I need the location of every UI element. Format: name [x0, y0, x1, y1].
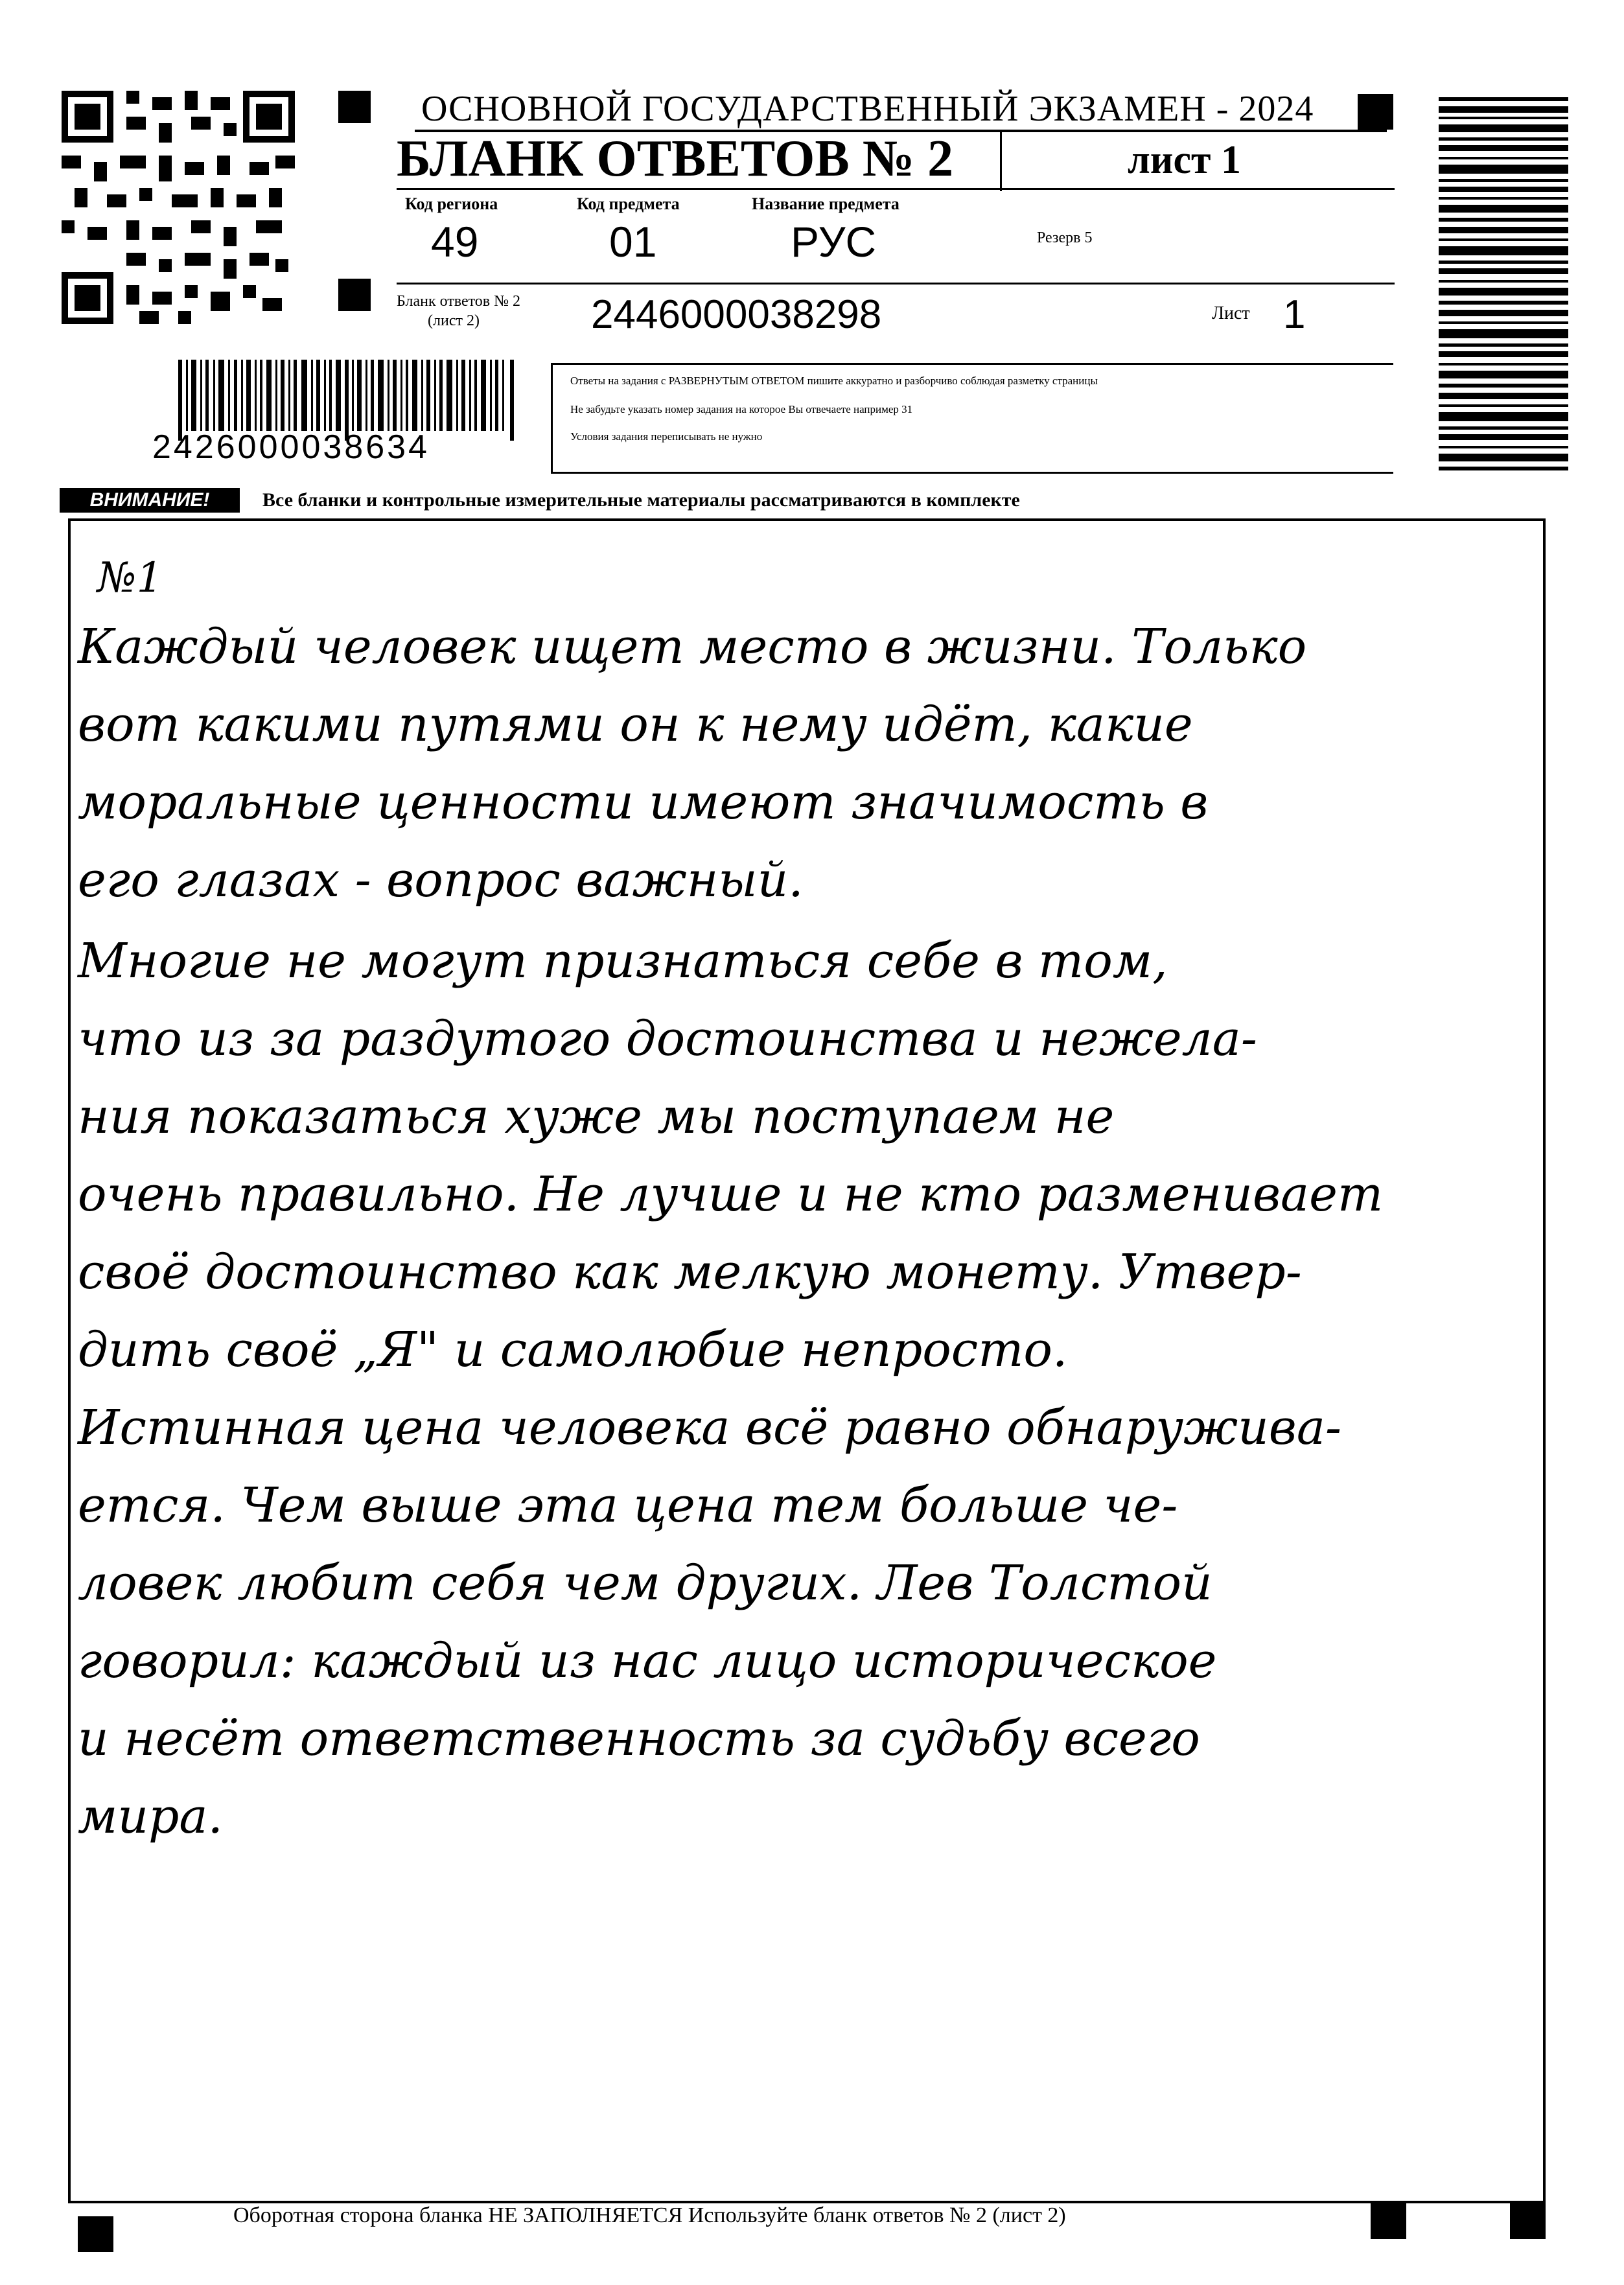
- divider: [551, 472, 1393, 474]
- answer-line: ловек любит себя чем других. Лев Толстой: [78, 1555, 1212, 1611]
- reserve-label: Резерв 5: [1037, 229, 1093, 246]
- sheet-number-label: Лист: [1212, 303, 1250, 323]
- warning-badge: ВНИМАНИЕ!: [60, 488, 240, 513]
- answer-line: говорил: каждый из нас лицо историческое: [78, 1633, 1217, 1689]
- marker-bottom-right: [1510, 2203, 1546, 2239]
- instruction-line: Ответы на задания с РАЗВЕРНУТЫМ ОТВЕТОМ пишите аккуратно и разборчиво соблюдая разметку страницы: [570, 375, 1098, 387]
- divider: [551, 363, 553, 473]
- marker-bottom-left: [78, 2216, 113, 2252]
- subject-code: 01: [609, 218, 657, 266]
- barcode-number: 2426000038634: [152, 428, 430, 466]
- answer-line: Каждый человек ищет место в жизни. Только: [78, 619, 1307, 675]
- form2-sublabel: (лист 2): [428, 312, 480, 329]
- answer-line: своё достоинство как мелкую монету. Утвер-: [78, 1244, 1302, 1300]
- divider: [1000, 130, 1002, 191]
- marker-top-left: [338, 91, 371, 123]
- subject-code-label: Код предмета: [577, 194, 680, 213]
- answer-line: Многие не могут признаться себе в том,: [78, 933, 1168, 989]
- answer-line: мира.: [78, 1789, 224, 1844]
- divider: [397, 188, 1395, 190]
- side-barcode: [1439, 97, 1568, 473]
- warning-text: Все бланки и контрольные измерительные материалы рассматриваются в комплекте: [262, 489, 1020, 511]
- answer-line: его глазах - вопрос важный.: [78, 852, 804, 908]
- form-number: 2446000038298: [591, 292, 882, 337]
- subject-name: РУС: [791, 218, 877, 266]
- answer-line: вот какими путями он к нему идёт, какие: [78, 697, 1193, 752]
- answer-line: очень правильно. Не лучше и не кто разменивает: [78, 1166, 1384, 1222]
- answer-line: ется. Чем выше эта цена тем больше че-: [78, 1478, 1178, 1533]
- answer-line: и несёт ответственность за судьбу всего: [78, 1711, 1200, 1767]
- answer-line: моральные ценности имеют значимость в: [78, 774, 1209, 830]
- instruction-line: Условия задания переписывать не нужно: [570, 430, 763, 443]
- answer-line: ния показаться хуже мы поступаем не: [78, 1089, 1115, 1144]
- exam-title: ОСНОВНОЙ ГОСУДАРСТВЕННЫЙ ЭКЗАМЕН - 2024: [421, 89, 1314, 129]
- marker-top-right: [1358, 94, 1393, 130]
- task-number: №1: [97, 554, 163, 602]
- divider: [551, 363, 1393, 365]
- sheet-number: 1: [1283, 292, 1306, 337]
- subject-name-label: Название предмета: [752, 194, 899, 213]
- answer-line: что из за раздутого достоинства и нежела-: [78, 1011, 1257, 1067]
- qr-code: [62, 91, 295, 324]
- answer-line: дить своё „Я" и самолюбие непросто.: [78, 1322, 1068, 1378]
- region-code: 49: [431, 218, 479, 266]
- instruction-line: Не забудьте указать номер задания на которое Вы отвечаете например 31: [570, 403, 913, 415]
- divider: [397, 283, 1395, 284]
- form2-label: Бланк ответов № 2: [397, 293, 521, 310]
- marker-mid-left: [338, 279, 371, 311]
- form-title: БЛАНК ОТВЕТОВ № 2: [397, 130, 954, 187]
- footer-note: Оборотная сторона бланка НЕ ЗАПОЛНЯЕТСЯ Используйте бланк ответов № 2 (лист 2): [233, 2203, 1066, 2227]
- region-code-label: Код региона: [405, 194, 498, 213]
- answer-line: Истинная цена человека всё равно обнаружива-: [78, 1400, 1341, 1456]
- sheet-label: лист 1: [1128, 138, 1241, 182]
- marker-bottom-mid: [1371, 2203, 1406, 2239]
